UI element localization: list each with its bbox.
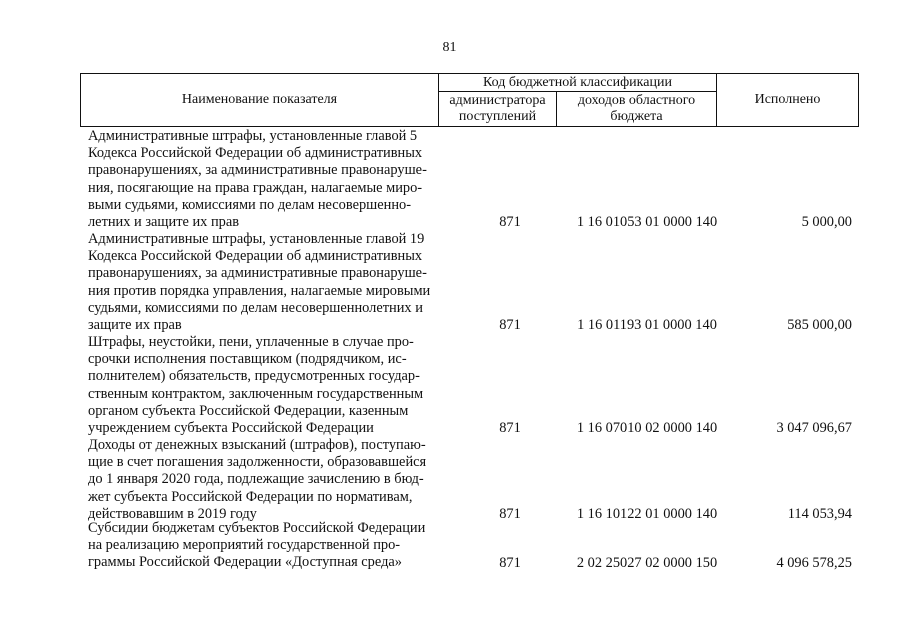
- column-header-name: Наименование показателя: [81, 74, 439, 127]
- admin-code: 871: [499, 506, 521, 522]
- budget-code: 1 16 01053 01 0000 140: [576, 214, 718, 230]
- column-header-code-group: Код бюджетной классификации: [439, 74, 717, 92]
- indicator-name-line: органом субъекта Российской Федерации, казенным: [88, 402, 409, 419]
- executed-amount: 3 047 096,67: [776, 420, 852, 436]
- row-values: [80, 214, 858, 231]
- budget-code: 1 16 10122 01 0000 140: [576, 506, 718, 522]
- indicator-name-line: Административные штрафы, установленные главой 19: [88, 231, 425, 247]
- executed-amount: 4 096 578,25: [776, 555, 852, 571]
- indicator-name-line: Штрафы, неустойки, пени, уплаченные в случае про-: [88, 334, 414, 350]
- indicator-name-line: на реализацию мероприятий государственной про-: [88, 537, 401, 554]
- indicator-name-line: правонарушениях, за административные правонаруше-: [88, 162, 427, 179]
- executed-amount: 5 000,00: [801, 214, 852, 230]
- indicator-name-line: Доходы от денежных взысканий (штрафов), поступаю-: [88, 437, 426, 453]
- indicator-name-line: выми судьями, комиссиями по делам несовершенно-: [88, 196, 412, 213]
- indicator-name-line: Кодекса Российской Федерации об административных: [88, 248, 423, 265]
- table-row: [80, 334, 858, 437]
- admin-code: 871: [499, 420, 521, 436]
- admin-code: 871: [499, 214, 521, 230]
- table-row: [80, 437, 858, 523]
- budget-code: 1 16 07010 02 0000 140: [576, 420, 718, 436]
- indicator-name-line: правонарушениях, за административные правонаруше-: [88, 265, 427, 282]
- indicator-name-line: судьями, комиссиями по делам несовершеннолетних и: [88, 299, 423, 316]
- indicator-name-line: жет субъекта Российской Федерации по нормативам,: [88, 488, 413, 505]
- indicator-name-line: щие в счет погашения задолженности, образовавшейся: [88, 454, 427, 471]
- column-header-admin-line-2: поступлений: [458, 109, 537, 124]
- row-values: [80, 317, 858, 334]
- column-header-admin-line-1: администратора: [449, 93, 546, 108]
- table-row: [80, 128, 858, 231]
- indicator-name-line: ния против порядка управления, налагаемые мировыми: [88, 282, 431, 299]
- indicator-name-line: полнителем) обязательств, предусмотренных государ-: [88, 368, 420, 385]
- indicator-name-line: ственным контрактом, заключенным государственным: [88, 385, 424, 402]
- column-header-income-line-1: доходов областного: [577, 93, 696, 108]
- page-number: 81: [442, 40, 457, 55]
- budget-code: 1 16 01193 01 0000 140: [577, 317, 717, 333]
- indicator-name-line: граммы Российской Федерации «Доступная среда»: [88, 554, 402, 571]
- row-values: [80, 555, 858, 572]
- table-row: [80, 520, 858, 572]
- indicator-name-line: Кодекса Российской Федерации об административных: [88, 145, 423, 162]
- indicator-name-line: учреждением субъекта Российской Федерации: [88, 420, 374, 437]
- column-header-income-line-2: бюджета: [610, 109, 663, 124]
- indicator-name-line: до 1 января 2020 года, подлежащие зачислению в бюд-: [88, 471, 424, 488]
- row-values: [80, 420, 858, 437]
- table-header: [80, 73, 859, 127]
- admin-code: 871: [499, 555, 521, 571]
- indicator-name-line: защите их прав: [88, 317, 182, 334]
- indicator-name-line: летних и защите их прав: [88, 214, 240, 231]
- column-header-admin: [439, 92, 557, 127]
- budget-code: 2 02 25027 02 0000 150: [576, 555, 718, 571]
- admin-code: 871: [499, 317, 521, 333]
- column-header-executed: Исполнено: [717, 74, 859, 127]
- indicator-name-line: Субсидии бюджетам субъектов Российской Федерации: [88, 520, 426, 536]
- column-header-income: [557, 92, 717, 127]
- indicator-name-line: действовавшим в 2019 году: [88, 505, 257, 522]
- indicator-name-line: ния, посягающие на права граждан, налагаемые миро-: [88, 179, 423, 196]
- executed-amount: 114 053,94: [787, 506, 852, 522]
- indicator-name-line: Административные штрафы, установленные главой 5: [88, 128, 418, 144]
- indicator-name-line: срочки исполнения поставщиком (подрядчиком, ис-: [88, 351, 407, 368]
- table-row: [80, 231, 858, 334]
- executed-amount: 585 000,00: [787, 317, 852, 333]
